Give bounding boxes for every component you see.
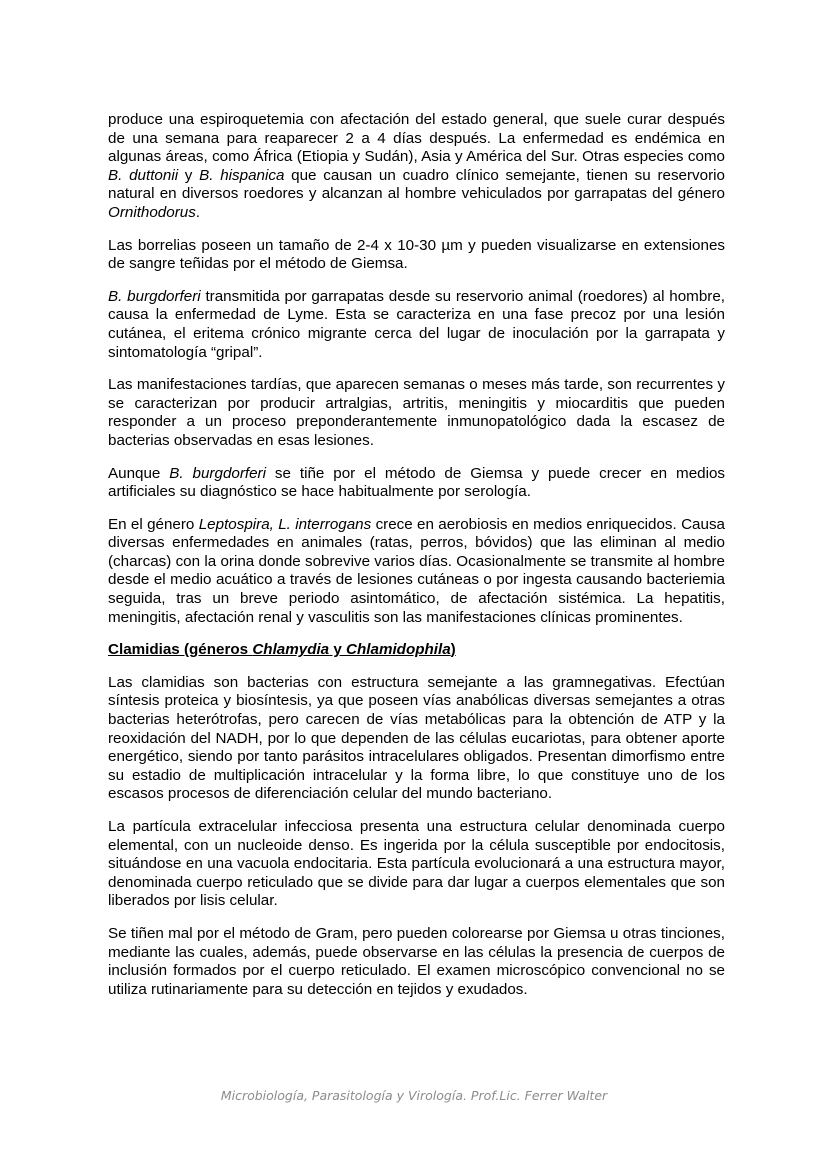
page-footer: Microbiología, Parasitología y Virología. Prof.Lic. Ferrer Walter [220,1088,608,1103]
text-run: . [195,203,201,221]
italic-term: Leptospira, L. interrogans [198,515,372,533]
text-run: produce una espiroquetemia con afectación del estado general, que suele curar después de una semana para reaparecer 2 a 4 días después. La enfermedad es endémica en algunas áreas, como África (Etiopia y Sudán), Asia y América del Sur. Otras especies como [108,111,725,166]
text-run: Se tiñen mal por el método de Gram, pero pueden colorearse por Giemsa u otras tinciones, mediante las cuales, además, puede observarse en las células la presencia de cuerpos de inclusión formados por el cuerpo reticulado. El examen microscópico convencional no se utiliza rutinariamente para su detección en tejidos y exudados. [108,924,725,998]
text-run: y [329,641,347,659]
italic-term: Chlamydia [252,641,330,659]
italic-term: B. burgdorferi [169,464,266,482]
italic-term: B. duttonii [108,166,179,184]
body-paragraph [108,674,725,804]
text-run: Las manifestaciones tardías, que aparecen semanas o meses más tarde, son recurrentes y se caracterizan por producir artralgias, artritis, meningitis y miocarditis que pueden responder a un proceso preponderantemente inmunopatológico dada la escasez de bacterias observadas en esas lesiones. [108,376,725,449]
document-body [108,111,725,1013]
text-run: La partícula extracelular infecciosa presenta una estructura celular denominada cuerpo elemental, con un nucleoide denso. Es ingerida por la célula susceptible por endocitosis, situándose en una vacuola endocitaria. Esta partícula evolucionará a una estructura mayor, denominada cuerpo reticulado que se divide para dar lugar a cuerpos elementales que son liberados por lisis celular. [108,818,725,910]
italic-term: Ornithodorus [108,203,196,221]
text-run: y [178,166,200,184]
body-paragraph [108,111,725,223]
section-heading [108,641,725,660]
text-run: Aunque [108,464,170,482]
body-paragraph [108,925,725,999]
text-run: Las clamidias son bacterias con estructura semejante a las gramnegativas. Efectúan síntesis proteica y biosíntesis, ya que poseen vías anabólicas diversas semejantes a otras bacterias heterótrofas, pero carecen de vías metabólicas para la obtención de ATP y la reoxidación del NADH, por lo que dependen de las células eucariotas, para obtener aporte energético, siendo por tanto parásitos intracelulares obligados. Presentan dimorfismo entre su estadio de multiplicación intracelular y la forma libre, lo que constituye uno de los escasos procesos de diferenciación celular del mundo bacteriano. [108,673,725,803]
text-run: ) [450,641,456,659]
body-paragraph [108,465,725,502]
text-run: Clamidias (géneros [108,641,253,659]
body-paragraph [108,288,725,362]
text-run: se tiñe por el método de Giemsa y puede crecer en medios artificiales su diagnóstico se hace habitualmente por serología. [108,464,726,501]
text-run: En el género [108,515,199,533]
body-paragraph [108,818,725,911]
italic-term: Chlamidophila [346,641,451,659]
italic-term: B. hispanica [199,166,285,184]
text-run: Las borrelias poseen un tamaño de 2-4 x 10-30 µm y pueden visualizarse en extensiones de sangre teñidas por el método de Giemsa. [108,236,725,273]
text-run: crece en aerobiosis en medios enriquecidos. Causa diversas enfermedades en animales (ratas, perros, bóvidos) que las eliminan al medio (charcas) con la orina donde sobrevive varios días. Ocasionalmente se transmite al hombre desde el medio acuático a través de lesiones cutáneas o por ingesta causando bacteriemia seguida, tras un breve periodo asintomático, de afectación sistémica. La hepatitis, meningitis, afectación renal y vasculitis son las manifestaciones clínicas prominentes. [108,515,725,626]
body-paragraph [108,376,725,450]
body-paragraph [108,516,725,628]
body-paragraph [108,237,725,274]
italic-term: B. burgdorferi [108,287,201,305]
text-run: transmitida por garrapatas desde su reservorio animal (roedores) al hombre, causa la enfermedad de Lyme. Esta se caracteriza en una fase precoz por una lesión cutánea, el eritema crónico migrante cerca del lugar de inoculación por la garrapata y sintomatología “gripal”. [108,287,725,361]
text-run: que causan un cuadro clínico semejante, tienen su reservorio natural en diversos roedores y alcanzan al hombre vehiculados por garrapatas del género [108,166,725,203]
